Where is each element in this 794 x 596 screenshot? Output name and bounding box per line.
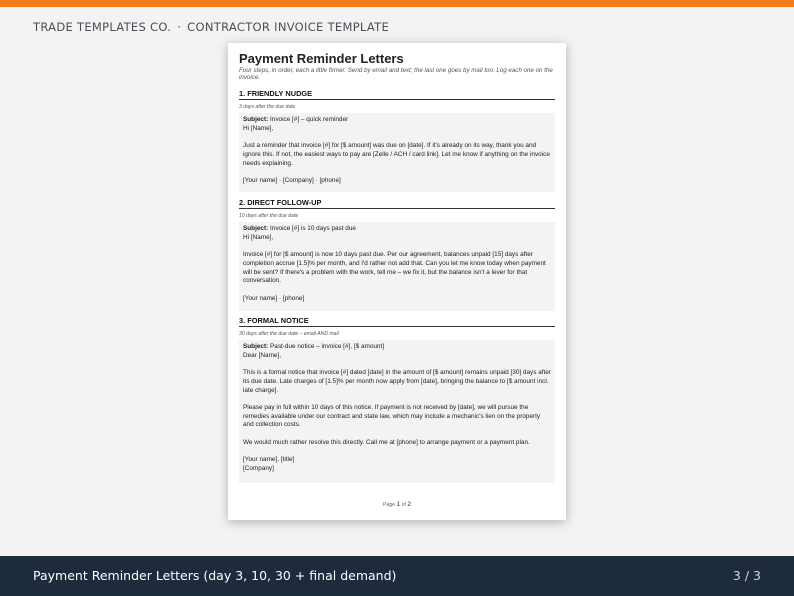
section-note: 10 days after the due date — [239, 213, 299, 219]
letter-greeting: Dear [Name], — [243, 351, 282, 359]
letter-signature: [Your name] · [Company] · [phone] — [243, 176, 341, 184]
letter-body: Just a reminder that invoice [#] for [$ amount] was due on [date]. If it's already on its way, thank you and ignore this. If not, the easiest ways to pay are [Zelle / ACH / card link]. Let me know if anything on the invoice needs explaining. — [243, 142, 550, 167]
header-title — [33, 20, 389, 34]
page-number: Page 1 of 2 — [382, 501, 412, 508]
letter-greeting: Hi [Name], — [243, 124, 274, 132]
document-subtitle: Four steps, in order, each a little firmer. Send by email and text; the last one goes by mail too. Log each one on the invoice. — [239, 67, 553, 82]
document-page — [228, 43, 566, 520]
letter-subject: Subject: Past-due notice – invoice [#], [$ amount] — [243, 343, 385, 350]
section-heading-formal-notice: 3. FORMAL NOTICE — [239, 316, 555, 327]
brand-name: TRADE TEMPLATES CO. — [33, 20, 172, 34]
letter-signature: [Your name], [title] — [243, 456, 295, 464]
letter-body: Invoice [#] for [$ amount] is now 10 days past due. Per our agreement, balances unpaid [15] days after completion accrue [1.5]% per month, and I'd rather not add that. Can you let me know today when payment will be sent? If there's a problem with the work, tell me – we fix it, but the balance isn't a lever for that conversation. — [243, 251, 546, 285]
slide-counter: 3 / 3 — [732, 568, 761, 583]
letter-greeting: Hi [Name], — [243, 233, 274, 241]
document-title: Payment Reminder Letters — [239, 51, 404, 66]
slide-caption: Payment Reminder Letters (day 3, 10, 30 + final demand) — [33, 568, 397, 583]
letter-body: Please pay in full within 10 days of this notice. If payment is not received by [date], we will pursue the remedies available under our contract and state law, which may include a mechanic's lien on the property and collection costs. — [243, 403, 541, 429]
section-heading-direct-follow-up: 2. DIRECT FOLLOW-UP — [239, 198, 555, 209]
letter-signature: [Your name] · [phone] — [243, 294, 305, 302]
letter-subject: Subject: Invoice [#] is 10 days past due — [243, 225, 356, 232]
letter-friendly-nudge — [239, 113, 555, 192]
letter-direct-follow-up — [239, 222, 555, 311]
header-separator: · — [177, 20, 182, 34]
header-subtitle: CONTRACTOR INVOICE TEMPLATE — [187, 20, 390, 34]
bottom-caption-bar — [0, 556, 794, 596]
top-accent-bar — [0, 0, 794, 7]
letter-formal-notice — [239, 340, 555, 483]
section-note: 30 days after the due date – email AND mail — [239, 331, 339, 337]
letter-subject: Subject: Invoice [#] – quick reminder — [243, 116, 349, 123]
letter-body: We would much rather resolve this directly. Call me at [phone] to arrange payment or a payment plan. — [243, 438, 530, 446]
section-note: 3 days after the due date — [239, 104, 296, 110]
letter-company: [Company] — [243, 464, 274, 472]
letter-body: This is a formal notice that invoice [#] dated [date] in the amount of [$ amount] remains unpaid [30] days after its due date. Late charges of [1.5]% per month now apply from [date], bringing the balance to [$ amount incl. late charge]. — [243, 369, 551, 394]
section-heading-friendly-nudge: 1. FRIENDLY NUDGE — [239, 89, 555, 100]
